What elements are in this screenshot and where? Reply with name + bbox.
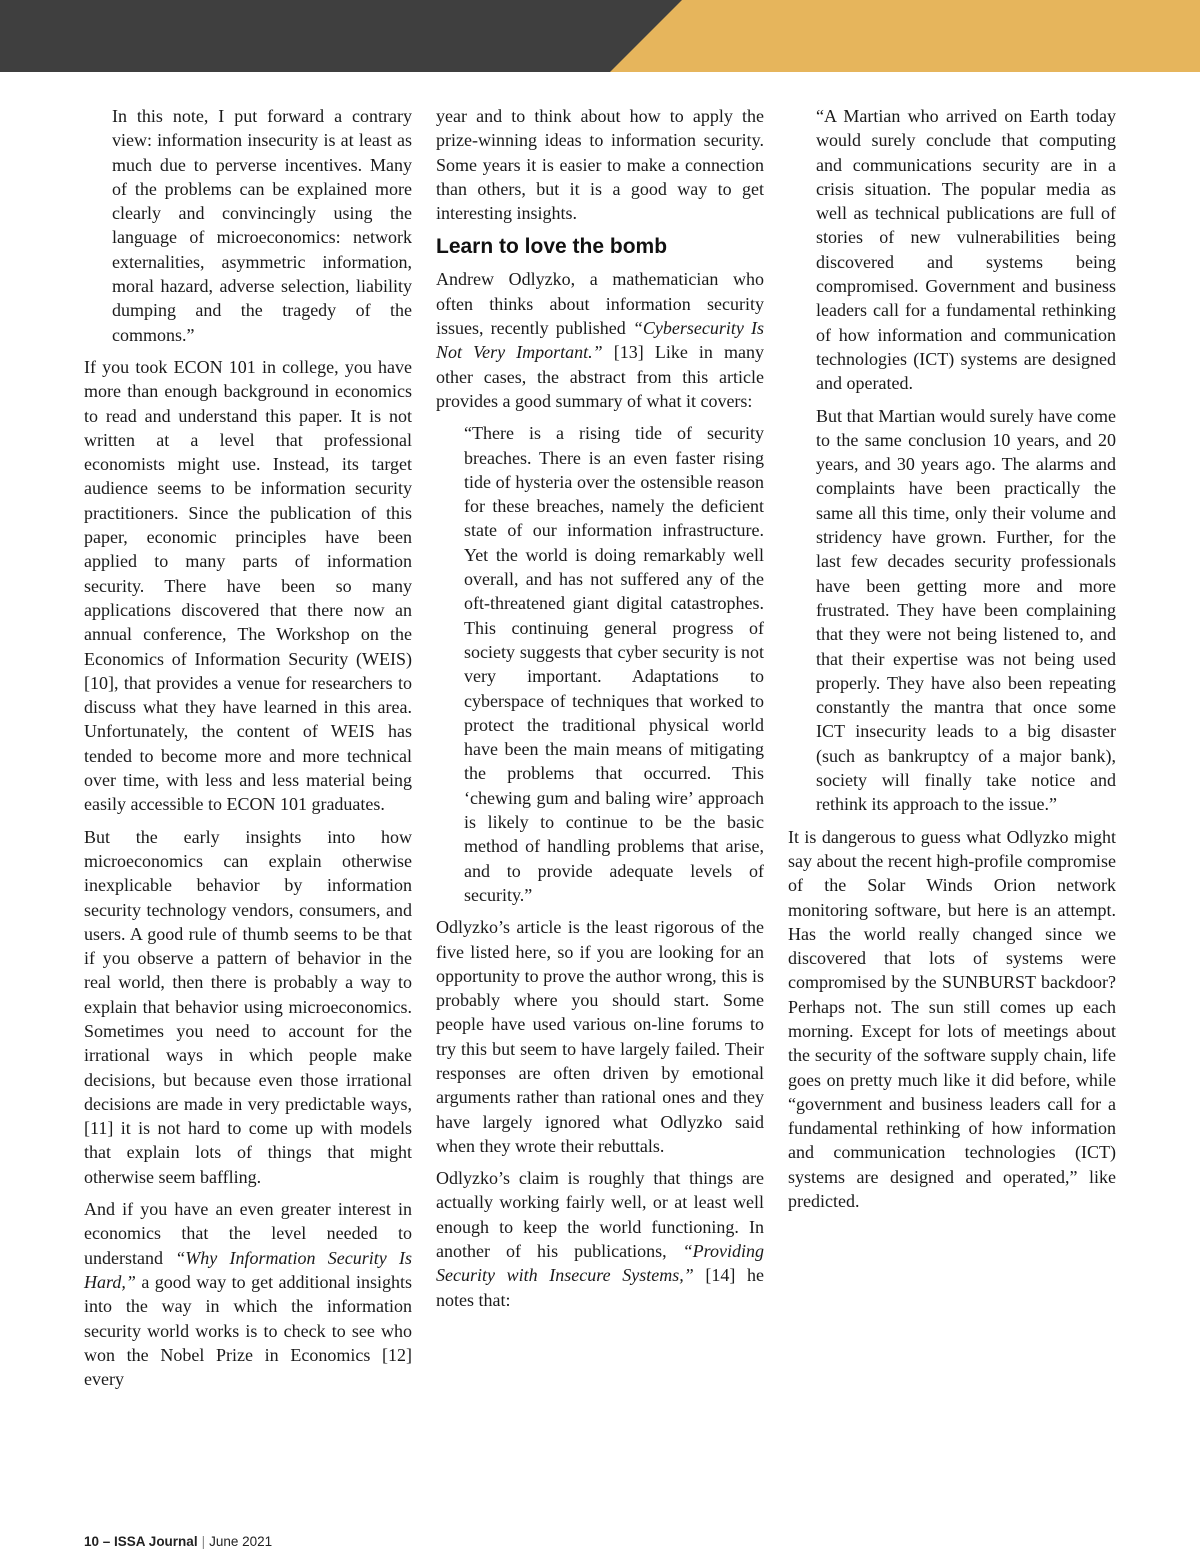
text-run: Odlyzko’s claim is roughly that things are actually working fairly well, or at least well enough to keep the world functioning. In another of his publications, xyxy=(436,1168,764,1262)
quote-intro: In this note, I put forward a contrary view: information insecurity is at least as much due to perverse incentives. Many of the problems can be explained more clearly and convincingly using the language of microeconomics: network externalities, asymmetric information, moral hazard, adverse selection, liability dumping and the tragedy of the commons.” xyxy=(112,106,412,345)
top-banner xyxy=(0,0,1200,72)
quote-martian: “A Martian who arrived on Earth today would surely conclude that computing and communications security are in a crisis situation. The popular media as well as technical publications are full of stories of new vulnerabilities being discovered and systems being compromised. Government and business leaders call for a fundamental rethinking of how information and communication technologies (ICT) systems are designed and operated. xyxy=(816,106,1116,394)
title-cybersecurity-is-not-very-important: “Cybersecurity Is Not Very Important.” xyxy=(436,318,764,363)
title-providing-security-with-insecure-systems: “Providing Security with Insecure Systems,” xyxy=(436,1241,764,1286)
text-run: a good way to get additional insights into the way in which the information security world works is to check to see who won the Nobel Prize in Economics [12] every xyxy=(84,1271,412,1390)
banner-gold-band xyxy=(610,0,1200,72)
paragraph-least-rigorous: Odlyzko’s article is the least rigorous of the five listed here, so if you are looking for an opportunity to prove the author wrong, this is probably where you should start. Some people have used various on-line forums to try this but seem to have largely failed. Their responses are often driven by emotional arguments rather than rational ones and they have largely ignored what Odlyzko said when they wrote their rebuttals. xyxy=(436,917,764,1156)
paragraph-odlyzko-claim xyxy=(436,1166,764,1312)
paragraph-nobel-prize xyxy=(84,1197,412,1391)
journal-name: ISSA Journal xyxy=(114,1534,198,1549)
title-why-information-security-is-hard: “Why Information Security Is Hard,” xyxy=(84,1247,413,1292)
page-number: 10 xyxy=(84,1534,100,1549)
footer-separator: | xyxy=(201,1534,206,1549)
text-run: [14] he notes that: xyxy=(436,1265,764,1310)
paragraph-solar-winds: It is dangerous to guess what Odlyzko might say about the recent high-profile compromise of the Solar Winds Orion network monitoring software, but here is an attempt. Has the world really changed since we discovered that lots of systems were compromised by the SUNBURST backdoor? Perhaps not. The sun still comes up each morning. Except for lots of meetings about the security of the software supply chain, life goes on pretty much like it did before, while “government and business leaders call for a fundamental rethinking of how information and communication technologies (ICT) systems are designed and operated,” like predicted. xyxy=(788,826,1116,1212)
column-3 xyxy=(788,104,1116,1221)
page-footer xyxy=(84,1534,272,1549)
column-2 xyxy=(436,104,764,1320)
quote-martian-continued: But that Martian would surely have come to the same conclusion 10 years, and 20 years, and 30 years ago. The alarms and complaints have been practically the same all this time, only their volume and stridency have grown. Further, for the last few decades security professionals have been getting more and more frustrated. They have been complaining that they were not being listened to, and that their expertise was not being used properly. They have also been repeating constantly the mantra that once some ICT insecurity leads to a big disaster (such as bankruptcy of a major bank), society will finally take notice and rethink its approach to the issue.” xyxy=(816,405,1116,815)
quote-abstract: “There is a rising tide of security breaches. There is an even faster rising tide of hysteria over the ostensible reason for these breaches, namely the deficient state of our information infrastructure. Yet the world is doing remarkably well overall, and has not suffered any of the oft-threatened giant digital catastrophes. This continuing general progress of society suggests that cyber security is not very important. Adaptations to cyberspace of techniques that worked to protect the traditional physical world have been the main means of mitigating the problems that occurred. This ‘chewing gum and baling wire’ approach is likely to continue to be the basic method of handling problems that arise, and to provide adequate levels of security.” xyxy=(464,423,764,905)
paragraph-microeconomics: But the early insights into how microeconomics can explain otherwise inexplicable behavior by information security technology vendors, consumers, and users. A good rule of thumb seems to be that if you observe a pattern of behavior in the real world, then there is probably a way to explain that behavior using microeconomics. Sometimes you need to account for the irrational ways in which people make decisions, but because even those irrational decisions are made in very predictable ways, [11] it is not hard to come up with models that explain lots of things that might otherwise seem baffling. xyxy=(84,826,412,1187)
paragraph-odlyzko-intro xyxy=(436,267,764,413)
text-run: Andrew Odlyzko, a mathematician who often thinks about information security issues, recently published xyxy=(436,269,764,339)
column-1 xyxy=(84,104,412,1399)
paragraph-econ-101: If you took ECON 101 in college, you have more than enough background in economics to read and understand this paper. It is not written at a level that professional economists might use. Instead, its target audience seems to be information security practitioners. Since the publication of this paper, economic principles have been applied to many parts of information security. There have been so many applications discovered that there now an annual conference, The Workshop on the Economics of Information Security (WEIS) [10], that provides a venue for researchers to discuss what they have learned in this area. Unfortunately, the content of WEIS has tended to become more and more technical over time, with less and less material being easily accessible to ECON 101 graduates. xyxy=(84,356,412,815)
footer-dash: – xyxy=(99,1534,115,1549)
paragraph-prize-ideas: year and to think about how to apply the prize-winning ideas to information security. Some years it is easier to make a connection than others, but it is a good way to get interesting insights. xyxy=(436,106,764,224)
section-heading: Learn to love the bomb xyxy=(436,235,668,259)
issue-date: June 2021 xyxy=(209,1534,273,1549)
text-run: [13] Like in many other cases, the abstract from this article provides a good summary of what it covers: xyxy=(436,342,764,411)
text-run: And if you have an even greater interest in economics that the level needed to understand xyxy=(84,1199,412,1268)
